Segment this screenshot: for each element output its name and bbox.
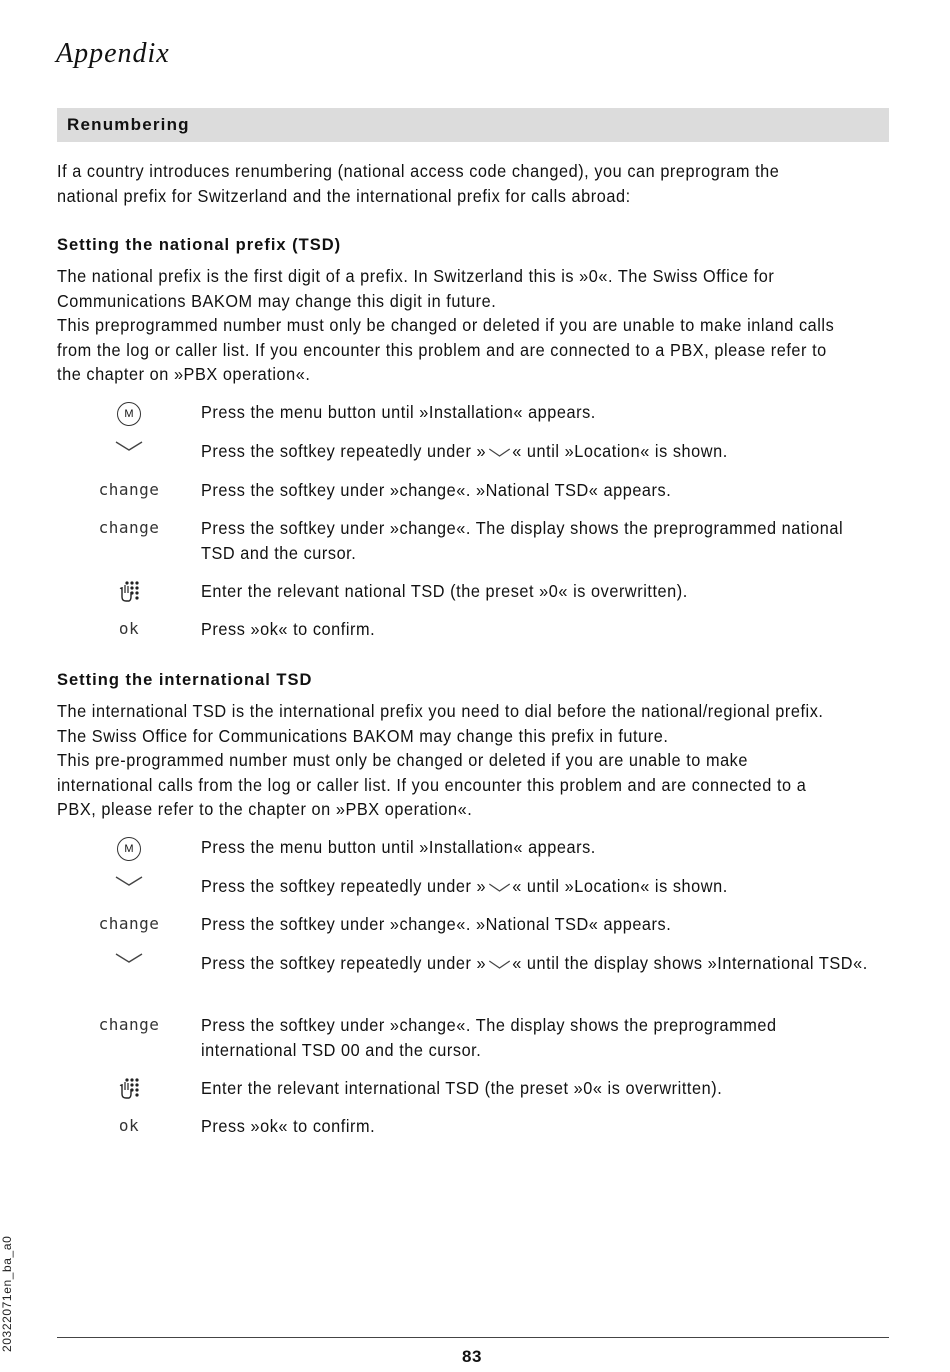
softkey-down-icon — [487, 446, 511, 458]
international-para-2: This pre-programmed number must only be changed or deleted if you are unable to make international calls from the log or caller list. If you encounter this problem and are connected to a PBX, please refer to the chapter on »PBX operation«. — [57, 750, 807, 819]
softkey-down-icon — [86, 951, 172, 979]
international-heading: Setting the international TSD — [57, 671, 313, 689]
step-text: Press the softkey repeatedly under » « until the display shows »International TSD«. — [201, 953, 868, 973]
step-text: Press the softkey under »change«. The display shows the preprogrammed international TSD 00 and the cursor. — [201, 1015, 777, 1060]
softkey-change-label: change — [98, 518, 160, 537]
keypad-icon — [86, 1076, 172, 1104]
softkey-change-label: change — [98, 914, 160, 933]
step-text: Press the menu button until »Installation« appears. — [201, 837, 596, 857]
step-text: Enter the relevant national TSD (the preset »0« is overwritten). — [201, 581, 688, 601]
footer-divider — [57, 1337, 889, 1338]
softkey-down-icon — [86, 874, 172, 902]
menu-button-icon: M — [86, 835, 172, 863]
step-text: Press the softkey under »change«. »National TSD« appears. — [201, 914, 672, 934]
softkey-down-icon — [86, 439, 172, 467]
step-text: Press the softkey under »change«. »National TSD« appears. — [201, 480, 672, 500]
keypad-icon — [86, 579, 172, 607]
national-heading: Setting the national prefix (TSD) — [57, 236, 342, 254]
softkey-down-icon — [487, 881, 511, 893]
intro-paragraph: If a country introduces renumbering (national access code changed), you can preprogram the national prefix for Switzerland and the international prefix for calls abroad: — [57, 161, 780, 206]
step-text: Press the softkey repeatedly under » « until »Location« is shown. — [201, 441, 728, 461]
softkey-change-label: change — [98, 1015, 160, 1034]
step-text: Press the softkey under »change«. The display shows the preprogrammed national TSD and the cursor. — [201, 518, 844, 563]
section-title-bar — [57, 108, 889, 142]
softkey-down-icon — [487, 958, 511, 970]
document-code: 20322071en_ba_a0 — [0, 1235, 14, 1352]
menu-button-icon: M — [86, 400, 172, 428]
softkey-ok-label: ok — [118, 1116, 140, 1135]
softkey-ok-label: ok — [118, 619, 140, 638]
section-title: Renumbering — [67, 115, 190, 134]
national-para-2: This preprogrammed number must only be changed or deleted if you are unable to make inland calls from the log or caller list. If you encounter this problem and are connected to a PBX, please refer to the chapter on »PBX operation«. — [57, 315, 835, 384]
step-text: Press »ok« to confirm. — [201, 619, 376, 639]
softkey-change-label: change — [98, 480, 160, 499]
chapter-title: Appendix — [56, 38, 170, 69]
step-text: Press »ok« to confirm. — [201, 1116, 376, 1136]
step-text: Press the menu button until »Installation« appears. — [201, 402, 596, 422]
national-para-1: The national prefix is the first digit of a prefix. In Switzerland this is »0«. The Swiss Office for Communications BAKOM may change this digit in future. — [57, 266, 775, 311]
step-text: Enter the relevant international TSD (the preset »0« is overwritten). — [201, 1078, 723, 1098]
step-text: Press the softkey repeatedly under » « until »Location« is shown. — [201, 876, 728, 896]
international-para-1: The international TSD is the international prefix you need to dial before the national/regional prefix. The Swiss Office for Communications BAKOM may change this prefix in future. — [57, 701, 824, 746]
page-number: 83 — [462, 1347, 482, 1366]
